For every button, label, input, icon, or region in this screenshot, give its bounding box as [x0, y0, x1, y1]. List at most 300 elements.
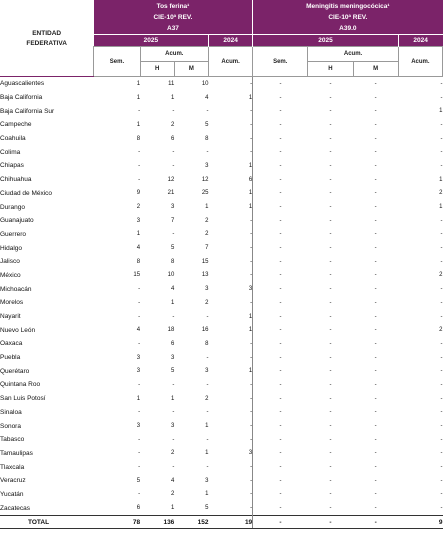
value-cell: - — [279, 204, 282, 211]
value-cell: 3 — [209, 447, 253, 461]
value-cell: - — [172, 464, 175, 471]
value-cell: - — [138, 450, 141, 457]
table-row — [0, 447, 443, 461]
value-cell: - — [138, 436, 141, 443]
tos-sem-header: Sem. — [94, 47, 140, 77]
value-cell: - — [374, 450, 377, 457]
value-cell: - — [172, 313, 175, 320]
value-cell: - — [209, 255, 253, 269]
value-cell: - — [374, 491, 377, 498]
value-cell: 15 — [201, 258, 209, 265]
entity-name: Quintana Roo — [0, 381, 41, 389]
value-cell: 12 — [201, 176, 209, 183]
total-label: TOTAL — [0, 516, 94, 529]
entity-name: Michoacán — [0, 285, 32, 293]
value-cell: - — [279, 327, 282, 334]
total-value-cell: 152 — [174, 516, 208, 529]
value-cell: - — [329, 340, 332, 347]
value-cell: - — [440, 245, 443, 252]
total-value-cell: - — [253, 516, 308, 529]
value-cell: - — [209, 214, 253, 228]
value-cell: - — [329, 272, 332, 279]
table-row — [0, 187, 443, 201]
entity-name: Tabasco — [0, 436, 25, 444]
value-cell: 2 — [205, 231, 209, 238]
value-cell: 1 — [170, 94, 175, 101]
value-cell: 2 — [439, 272, 443, 279]
men-h-header: H — [308, 62, 353, 77]
value-cell: - — [440, 149, 443, 156]
entity-name: Sinaloa — [0, 408, 22, 416]
value-cell: 1 — [205, 450, 209, 457]
entity-label-line2: FEDERATIVA — [26, 39, 67, 47]
entity-column-header — [0, 0, 94, 77]
entity-name: Querétaro — [0, 367, 30, 375]
value-cell: - — [329, 162, 332, 169]
value-cell: - — [374, 231, 377, 238]
value-cell: - — [206, 464, 209, 471]
value-cell: - — [206, 149, 209, 156]
value-cell: 5 — [170, 368, 175, 375]
value-cell: 21 — [167, 190, 175, 197]
value-cell: - — [279, 108, 282, 115]
table-row — [0, 296, 443, 310]
value-cell: - — [279, 272, 282, 279]
value-cell: - — [138, 162, 141, 169]
value-cell: 3 — [136, 368, 141, 375]
entity-name: Aguascalientes — [0, 80, 45, 88]
value-cell: - — [440, 286, 443, 293]
table-row — [0, 173, 443, 187]
value-cell: 25 — [201, 190, 209, 197]
value-cell: 3 — [136, 423, 141, 430]
value-cell: 1 — [136, 121, 141, 128]
table-row — [0, 310, 443, 324]
value-cell: - — [206, 409, 209, 416]
value-cell: - — [374, 204, 377, 211]
value-cell: - — [279, 340, 282, 347]
value-cell: 1 — [209, 200, 253, 214]
value-cell: - — [138, 340, 141, 347]
value-cell: - — [329, 204, 332, 211]
value-cell: - — [172, 381, 175, 388]
value-cell: - — [138, 464, 141, 471]
value-cell: 2 — [170, 491, 175, 498]
value-cell: 7 — [205, 245, 209, 252]
value-cell: - — [329, 80, 332, 87]
value-cell: - — [440, 94, 443, 101]
value-cell: - — [329, 258, 332, 265]
value-cell: 2 — [170, 450, 175, 457]
table-row — [0, 501, 443, 515]
value-cell: - — [440, 505, 443, 512]
table-row — [0, 214, 443, 228]
value-cell: - — [329, 286, 332, 293]
value-cell: - — [440, 436, 443, 443]
value-cell: - — [329, 313, 332, 320]
value-cell: - — [279, 436, 282, 443]
table-row — [0, 488, 443, 502]
value-cell: 3 — [205, 477, 209, 484]
value-cell: 2 — [136, 204, 141, 211]
value-cell: - — [279, 258, 282, 265]
value-cell: 3 — [136, 354, 141, 361]
value-cell: - — [279, 505, 282, 512]
entity-name: Puebla — [0, 354, 21, 362]
value-cell: 4 — [170, 286, 175, 293]
value-cell: - — [374, 149, 377, 156]
value-cell: 10 — [201, 80, 209, 87]
value-cell: 8 — [205, 135, 209, 142]
entity-name: Morelos — [0, 299, 24, 307]
value-cell: - — [209, 378, 253, 392]
table-row — [0, 91, 443, 105]
value-cell: 1 — [439, 204, 443, 211]
value-cell: - — [329, 450, 332, 457]
value-cell: - — [329, 381, 332, 388]
value-cell: 1 — [439, 176, 443, 183]
value-cell: 16 — [201, 327, 209, 334]
value-cell: 5 — [170, 245, 175, 252]
value-cell: - — [440, 162, 443, 169]
value-cell: - — [209, 296, 253, 310]
men-year-2024: 2024 — [398, 35, 442, 47]
value-cell: - — [440, 450, 443, 457]
value-cell: - — [206, 108, 209, 115]
table-row — [0, 392, 443, 406]
value-cell: - — [279, 121, 282, 128]
value-cell: - — [374, 121, 377, 128]
value-cell: - — [440, 340, 443, 347]
entity-name: Durango — [0, 203, 25, 211]
table-row — [0, 255, 443, 269]
entity-name: Chiapas — [0, 162, 24, 170]
table-row — [0, 323, 443, 337]
value-cell: - — [279, 176, 282, 183]
value-cell: - — [374, 94, 377, 101]
value-cell: 18 — [167, 327, 175, 334]
value-cell: - — [172, 108, 175, 115]
value-cell: 1 — [209, 159, 253, 173]
value-cell: 1 — [205, 491, 209, 498]
value-cell: 4 — [136, 245, 141, 252]
value-cell: 1 — [209, 310, 253, 324]
value-cell: - — [440, 258, 443, 265]
value-cell: - — [440, 477, 443, 484]
value-cell: - — [138, 313, 141, 320]
value-cell: - — [279, 450, 282, 457]
value-cell: 11 — [168, 80, 175, 87]
value-cell: - — [138, 299, 141, 306]
table-row — [0, 145, 443, 159]
value-cell: 12 — [167, 176, 175, 183]
value-cell: - — [374, 423, 377, 430]
value-cell: 3 — [205, 286, 209, 293]
value-cell: - — [279, 162, 282, 169]
men-sem-header: Sem. — [253, 47, 308, 77]
value-cell: - — [374, 108, 377, 115]
table-row — [0, 337, 443, 351]
value-cell: - — [374, 217, 377, 224]
value-cell: - — [206, 436, 209, 443]
entity-name: Zacatecas — [0, 504, 30, 512]
value-cell: - — [374, 245, 377, 252]
value-cell: 3 — [209, 282, 253, 296]
value-cell: - — [138, 491, 141, 498]
table-row — [0, 228, 443, 242]
men-m-header: M — [353, 62, 398, 77]
value-cell: 5 — [136, 477, 141, 484]
entity-name: Nayarit — [0, 313, 21, 321]
total-value-cell: - — [353, 516, 398, 529]
value-cell: - — [138, 381, 141, 388]
value-cell: 7 — [170, 217, 175, 224]
table-row — [0, 474, 443, 488]
entity-name: Guanajuato — [0, 217, 34, 225]
value-cell: - — [374, 162, 377, 169]
entity-name: Tlaxcala — [0, 463, 25, 471]
entity-name: San Luis Potosí — [0, 395, 46, 403]
table-row — [0, 406, 443, 420]
value-cell: 4 — [170, 477, 175, 484]
tos-ferina-header — [94, 0, 253, 35]
value-cell: - — [374, 327, 377, 334]
tos-year-2024: 2024 — [209, 35, 253, 47]
value-cell: - — [374, 299, 377, 306]
value-cell: 3 — [170, 423, 175, 430]
value-cell: - — [440, 299, 443, 306]
value-cell: - — [279, 354, 282, 361]
value-cell: - — [279, 368, 282, 375]
value-cell: - — [279, 464, 282, 471]
value-cell: - — [374, 313, 377, 320]
value-cell: 3 — [205, 368, 209, 375]
total-value-cell: 78 — [94, 516, 140, 529]
value-cell: - — [374, 368, 377, 375]
value-cell: - — [279, 491, 282, 498]
value-cell: 1 — [136, 231, 141, 238]
value-cell: - — [440, 354, 443, 361]
value-cell: - — [138, 176, 141, 183]
value-cell: 1 — [209, 187, 253, 201]
table-row — [0, 132, 443, 146]
entity-name: Coahuila — [0, 135, 26, 143]
table-row — [0, 77, 443, 91]
value-cell: - — [329, 436, 332, 443]
total-row — [0, 516, 443, 529]
table-row — [0, 351, 443, 365]
value-cell: - — [329, 464, 332, 471]
value-cell: - — [279, 231, 282, 238]
value-cell: - — [209, 132, 253, 146]
value-cell: 6 — [170, 135, 175, 142]
value-cell: - — [374, 190, 377, 197]
value-cell: - — [329, 190, 332, 197]
value-cell: - — [279, 245, 282, 252]
entity-name: Oaxaca — [0, 340, 23, 348]
value-cell: 3 — [205, 162, 209, 169]
value-cell: 6 — [136, 505, 141, 512]
value-cell: - — [209, 406, 253, 420]
value-cell: - — [206, 313, 209, 320]
entity-name: Baja California Sur — [0, 107, 55, 115]
value-cell: 15 — [133, 272, 141, 279]
value-cell: 3 — [170, 204, 175, 211]
value-cell: - — [329, 505, 332, 512]
value-cell: - — [172, 409, 175, 416]
value-cell: 4 — [136, 327, 141, 334]
tos-m-header: M — [174, 62, 208, 77]
value-cell: - — [209, 118, 253, 132]
value-cell: - — [440, 121, 443, 128]
meningitis-code1: CIE-10ª REV. — [328, 13, 368, 21]
entity-name: México — [0, 271, 21, 279]
entity-name: Jalisco — [0, 258, 20, 266]
value-cell: - — [374, 286, 377, 293]
value-cell: - — [279, 80, 282, 87]
value-cell: 2 — [205, 217, 209, 224]
value-cell: 1 — [136, 94, 141, 101]
value-cell: - — [279, 217, 282, 224]
table-row — [0, 378, 443, 392]
value-cell: - — [279, 423, 282, 430]
table-row — [0, 269, 443, 283]
total-value-cell: 19 — [209, 516, 253, 529]
value-cell: - — [374, 395, 377, 402]
table-body — [0, 77, 443, 529]
value-cell: 6 — [170, 340, 175, 347]
value-cell: 10 — [167, 272, 175, 279]
table-row — [0, 364, 443, 378]
value-cell: 2 — [205, 395, 209, 402]
value-cell: 1 — [439, 108, 443, 115]
tos-acum-2024-header: Acum. — [209, 47, 253, 77]
value-cell: - — [329, 299, 332, 306]
value-cell: - — [279, 395, 282, 402]
value-cell: - — [279, 381, 282, 388]
total-value-cell: 136 — [140, 516, 174, 529]
tos-acum-header: Acum. — [140, 47, 208, 62]
value-cell: 1 — [209, 364, 253, 378]
value-cell: 1 — [209, 323, 253, 337]
value-cell: - — [440, 491, 443, 498]
value-cell: 5 — [205, 121, 209, 128]
value-cell: 2 — [439, 327, 443, 334]
value-cell: - — [209, 269, 253, 283]
value-cell: - — [279, 477, 282, 484]
value-cell: - — [209, 104, 253, 118]
value-cell: - — [374, 505, 377, 512]
entity-label-line1: ENTIDAD — [32, 29, 62, 37]
value-cell: - — [440, 135, 443, 142]
table-row — [0, 118, 443, 132]
table-row — [0, 159, 443, 173]
value-cell: - — [138, 409, 141, 416]
value-cell: - — [209, 460, 253, 474]
value-cell: - — [329, 327, 332, 334]
total-value-cell: - — [308, 516, 353, 529]
value-cell: - — [374, 354, 377, 361]
value-cell: 3 — [136, 217, 141, 224]
value-cell: - — [209, 474, 253, 488]
entity-name: Chihuahua — [0, 176, 32, 184]
value-cell: - — [138, 149, 141, 156]
value-cell: - — [279, 190, 282, 197]
value-cell: - — [329, 217, 332, 224]
meningitis-title: Meningitis meningocócica¹ — [306, 2, 390, 10]
table-row — [0, 433, 443, 447]
value-cell: - — [440, 80, 443, 87]
table-row — [0, 241, 443, 255]
value-cell: - — [138, 108, 141, 115]
value-cell: - — [440, 423, 443, 430]
table-row — [0, 419, 443, 433]
value-cell: - — [329, 135, 332, 142]
value-cell: - — [329, 245, 332, 252]
value-cell: - — [440, 217, 443, 224]
value-cell: - — [172, 162, 175, 169]
men-acum-header: Acum. — [308, 47, 398, 62]
value-cell: - — [374, 272, 377, 279]
value-cell: - — [279, 409, 282, 416]
table-row — [0, 200, 443, 214]
value-cell: - — [279, 135, 282, 142]
value-cell: 1 — [170, 505, 175, 512]
value-cell: - — [329, 368, 332, 375]
value-cell: - — [329, 409, 332, 416]
value-cell: 8 — [170, 258, 175, 265]
entity-name: Campeche — [0, 121, 32, 129]
value-cell: 4 — [205, 94, 209, 101]
value-cell: 1 — [136, 80, 141, 87]
value-cell: - — [329, 176, 332, 183]
value-cell: - — [440, 464, 443, 471]
table-row — [0, 104, 443, 118]
table-row — [0, 460, 443, 474]
value-cell: 3 — [170, 354, 175, 361]
entity-name: Colima — [0, 148, 21, 156]
value-cell: - — [329, 94, 332, 101]
value-cell: 13 — [201, 272, 209, 279]
value-cell: - — [279, 299, 282, 306]
meningitis-header — [253, 0, 443, 35]
value-cell: - — [209, 228, 253, 242]
value-cell: - — [329, 121, 332, 128]
value-cell: 6 — [209, 173, 253, 187]
value-cell: - — [440, 395, 443, 402]
entity-name: Tamaulipas — [0, 449, 33, 457]
value-cell: - — [206, 381, 209, 388]
value-cell: 1 — [205, 423, 209, 430]
value-cell: - — [172, 436, 175, 443]
value-cell: - — [329, 354, 332, 361]
entity-name: Veracruz — [0, 477, 26, 485]
value-cell: - — [209, 351, 253, 365]
value-cell: - — [172, 149, 175, 156]
value-cell: - — [374, 436, 377, 443]
value-cell: - — [440, 313, 443, 320]
value-cell: - — [374, 477, 377, 484]
tos-ferina-code2: A37 — [167, 24, 179, 32]
entity-name: Yucatán — [0, 490, 24, 498]
entity-name: Guerrero — [0, 230, 27, 238]
meningitis-code2: A39.0 — [339, 24, 357, 32]
value-cell: - — [206, 354, 209, 361]
men-year-2025: 2025 — [253, 35, 399, 47]
value-cell: 8 — [136, 135, 141, 142]
value-cell: 8 — [205, 340, 209, 347]
value-cell: - — [209, 145, 253, 159]
